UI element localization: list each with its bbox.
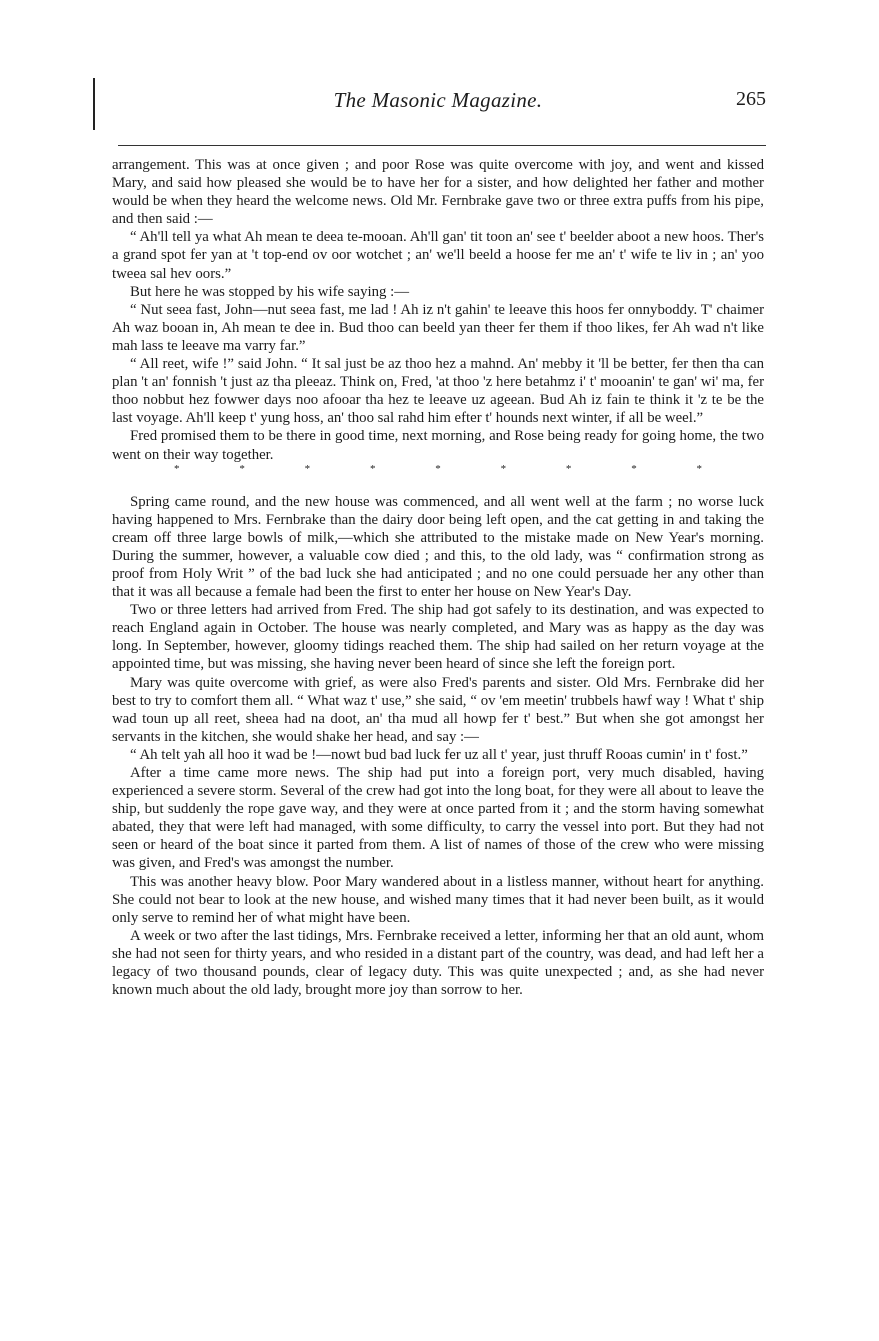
paragraph: Fred promised them to be there in good time, next morning, and Rose being ready for going home, the two went on their way together. <box>112 428 764 463</box>
paragraph: Two or three letters had arrived from Fred. The ship had got safely to its destination, and was expected to reach England again in October. The house was nearly completed, and Mary was as happy as the day was long. In September, however, gloomy tidings reached them. The ship had sailed on her return voyage at the appointed time, but was missing, she having never been heard of since she left the foreign port. <box>112 602 764 673</box>
paragraph: Mary was quite overcome with grief, as were also Fred's parents and sister. Old Mrs. Fernbrake did her best to try to comfort them all. “ What waz t' use,” she said, “ ov 'em meetin' trubbels hawf way ! What t' ship wad toun up all reet, sheea had na doot, an' tha mud all howp fer t' best.” But when she got amongst her servants in the kitchen, she would shake her head, and say :— <box>112 674 764 745</box>
asterisk: * <box>631 462 637 475</box>
section-break <box>112 462 764 478</box>
asterisk: * <box>239 462 245 475</box>
asterisk: * <box>304 462 311 475</box>
paragraph: A week or two after the last tidings, Mrs. Fernbrake received a letter, informing her that an old aunt, whom she had not seen for thirty years, and who resided in a distant part of the country, was dead, and had left her a legacy of two thousand pounds, clear of legacy duty. This was quite unexpected ; and, as she had never known much about the old lady, brought more joy than sorrow to her. <box>112 927 764 999</box>
paragraph: arrangement. This was at once given ; and poor Rose was quite overcome with joy, and went and kissed Mary, and said how pleased she would be to have her for a sister, and how delighted her father and mother would be when they heard the welcome news. Old Mr. Fernbrake gave two or three extra puffs from his pipe, and then said :— <box>112 157 764 228</box>
header-rule <box>118 145 766 146</box>
paragraph: “ Ah'll tell ya what Ah mean te deea te-mooan. Ah'll gan' tit toon an' see t' beelder aboot a new hoos. Ther's a grand spot fer yan at 't top-end ov oor wotchet ; an' we'll beeld a hoose fer me an' t' wife te liv in ; an' yoo tweea sal hev oors.” <box>112 229 764 282</box>
asterisk: * <box>435 462 441 475</box>
paragraph: Spring came round, and the new house was commenced, and all went well at the farm ; no worse luck having happened to Mrs. Fernbrake than the dairy door being left open, and the cat getting in and taking the cream off three large bowls of milk,—which she attributed to the mistake made on New Year's morning. During the summer, however, a valuable cow died ; and this, to the old lady, was “ confirmation strong as proof from Holy Writ ” of the bad luck she had anticipated ; and no one could persuade her any other than that it was all because a female had been the first to enter her house on New Year's Day. <box>112 493 764 601</box>
asterisk: * <box>174 462 180 475</box>
asterisk: * <box>565 462 572 475</box>
asterisk: * <box>500 462 507 475</box>
paragraph: This was another heavy blow. Poor Mary wandered about in a listless manner, without heart for anything. She could not bear to look at the new house, and wished many times that it had never been built, as it would only serve to remind her of what might have been. <box>112 873 764 926</box>
paragraph: “ Nut seea fast, John—nut seea fast, me lad ! Ah iz n't gahin' te leeave this hoos fer onnyboddy. T' chaimer Ah waz booan in, Ah mean te dee in. Bud thoo can beeld yan theer fer them if thoo likes, fer Ah wad n't like mah lass te leeave ma varry far.” <box>112 301 764 354</box>
paragraph: But here he was stopped by his wife saying :— <box>130 283 410 300</box>
paragraph: “ Ah telt yah all hoo it wad be !—nowt bud bad luck fer uz all t' year, just thruff Rooas cumin' in t' fost.” <box>130 746 748 763</box>
page-number: 265 <box>736 88 766 110</box>
running-title: The Masonic Magazine. <box>333 88 543 112</box>
paragraph: “ All reet, wife !” said John. “ It sal just be az thoo hez a mahnd. An' mebby it 'll be better, fer then tha can plan 't an' fonnish 't just az tha pleeaz. Think on, Fred, 'at thoo 'z here betahmz i' t' mooanin' te gan' wi' ma, fer thoo nobbut hez fowwer days noo afooar tha hez te leeave uz ageean. Bud Ah iz fain te think it 'z te be the last voyage. Ah'll keep t' yung hoss, an' thoo sal rahd him efter t' hounds next winter, if all be weel.” <box>112 356 764 427</box>
page-header <box>110 88 766 122</box>
asterisk: * <box>369 462 376 475</box>
margin-mark <box>93 78 95 130</box>
paragraph: After a time came more news. The ship had put into a foreign port, very much disabled, having experienced a severe storm. Several of the crew had got into the long boat, for they were all about to leave the ship, but suddenly the rope gave way, and they were at once parted from it ; and the storm having somewhat abated, they that were left had managed, with some difficulty, to carry the vessel into port. But they had not seen or heard of the boat since it parted from them. A list of names of those of the crew who were missing was given, and Fred's was amongst the number. <box>112 765 764 872</box>
article-body <box>112 156 764 999</box>
asterisk: * <box>696 462 702 475</box>
